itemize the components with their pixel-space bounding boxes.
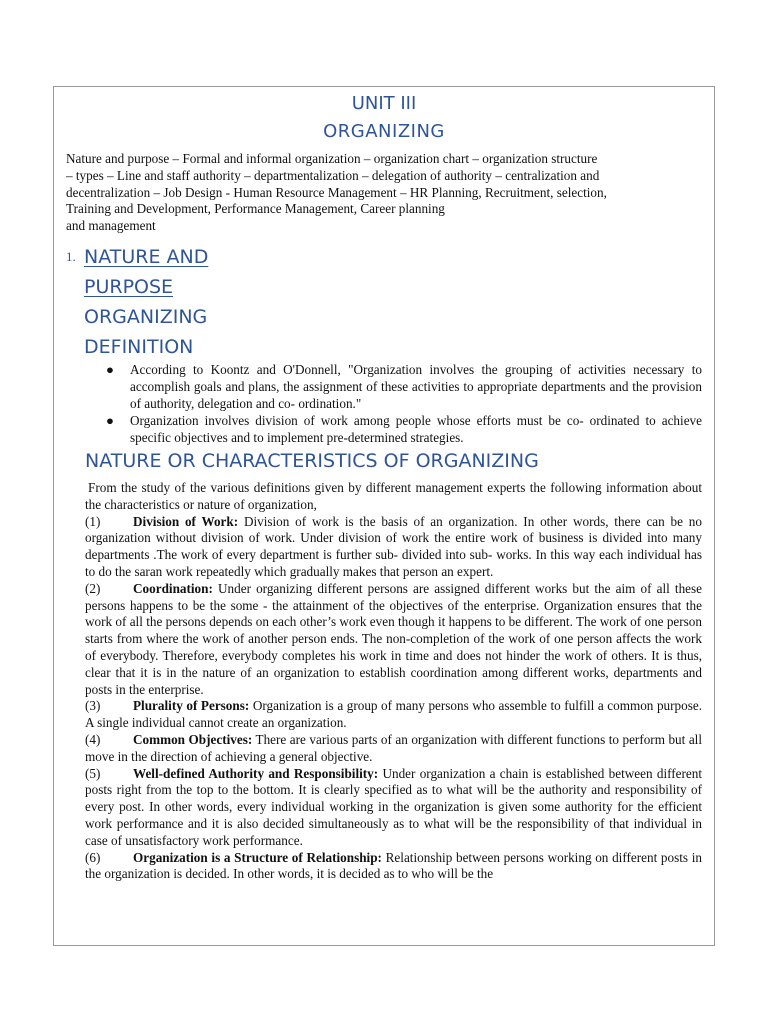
document-page	[53, 86, 715, 946]
item-title: Coordination:	[133, 580, 213, 596]
definition-text: According to Koontz and O'Donnell, "Organization involves the grouping of activities necessary to accomplish goals and plans, the assignment of these activities to appropriate departments and the provision of authority, delegation and co- ordination."	[130, 362, 702, 411]
syllabus-line: – types – Line and staff authority – departmentalization – delegation of authority – centralization and	[66, 167, 600, 183]
item-text: Under organization a chain is established between different posts right from the top to the bottom. It is clearly specified as to what will be the authority and responsibility of every post. In other words, every individual working in the organization is given some authority for the efficient work performance and it is also decided simultaneously as to what will be the responsibility of that individual in case of unsatisfactory work performance.	[85, 765, 703, 848]
characteristic-item	[85, 698, 702, 732]
section-number: 1.	[66, 249, 76, 264]
unit-subtitle: ORGANIZING	[323, 121, 445, 142]
list-item	[102, 362, 702, 412]
intro-paragraph: From the study of the various definitions given by different management experts the following information about the characteristics or nature of organization,	[85, 480, 702, 512]
item-number: (1)	[85, 513, 101, 529]
syllabus-text	[66, 151, 706, 235]
section-1-title-line: PURPOSE	[84, 276, 174, 298]
section-2-heading: NATURE OR CHARACTERISTICS OF ORGANIZING	[85, 450, 539, 472]
characteristic-item	[85, 514, 702, 581]
subheading-definition: DEFINITION	[84, 336, 194, 358]
item-title: Well-defined Authority and Responsibility:	[133, 765, 379, 781]
definition-text: Organization involves division of work among people whose efforts must be co- ordinated to achieve specific objectives and to implement pre-determined strategies.	[130, 413, 702, 446]
characteristic-item	[85, 732, 702, 766]
item-text: Relationship between persons working on different posts in the organization is decided. In other words, it is decided as to who will be the	[85, 849, 702, 882]
bullet-icon: ●	[106, 362, 114, 377]
characteristic-item	[85, 850, 702, 884]
item-text: Under organizing different persons are assigned different works but the aim of all these persons happens to be the some - the attainment of the objectives of the enterprise. Organization ensures that the work of all the persons depends on each other’s work even though it happens to be different. The work of one person starts from where the work of another person ends. The non-completion of the work of one person affects the work of everybody. Therefore, everybody completes his work in time and does not hinder the work of others. It is thus, clear that it is in the nature of an organization to establish coordination among different works, departments and posts in the enterprise.	[85, 580, 703, 697]
item-text: Organization is a group of many persons who assemble to fulfill a common purpose. A single individual cannot create an organization.	[85, 698, 702, 731]
characteristic-item	[85, 581, 702, 699]
bullet-icon: ●	[106, 413, 114, 429]
unit-title: UNIT III	[351, 93, 417, 114]
item-text: There are various parts of an organization with different functions to perform but all move in the direction of achieving a general objective.	[85, 731, 703, 764]
item-text: Division of work is the basis of an organization. In other words, there can be no organization without division of work. Under division of work the entire work of business is divided into many departments .The work of every department is further sub- divided into sub- works. In this way each individual has to do the saran work repeatedly which gradually makes that person an expert.	[85, 513, 702, 579]
item-title: Common Objectives:	[133, 731, 253, 747]
syllabus-line: Training and Development, Performance Management, Career planning	[66, 201, 445, 217]
item-number: (3)	[85, 698, 101, 714]
syllabus-line: decentralization – Job Design - Human Resource Management – HR Planning, Recruitment, selection,	[66, 184, 607, 200]
syllabus-line: and management	[66, 218, 156, 234]
item-title: Division of Work:	[133, 513, 239, 529]
item-number: (6)	[85, 849, 101, 865]
item-title: Organization is a Structure of Relationship:	[133, 849, 382, 865]
section-1-title-line: NATURE AND	[84, 246, 209, 268]
definition-list	[102, 362, 702, 448]
characteristics-body	[85, 480, 702, 883]
item-number: (4)	[85, 731, 101, 747]
characteristic-item	[85, 766, 702, 850]
subheading-organizing: ORGANIZING	[84, 306, 208, 328]
item-number: (5)	[85, 765, 101, 781]
item-title: Plurality of Persons:	[133, 698, 250, 714]
list-item	[102, 413, 702, 447]
syllabus-line: Nature and purpose – Formal and informal organization – organization chart – organization structure	[66, 151, 598, 166]
item-number: (2)	[85, 580, 101, 596]
